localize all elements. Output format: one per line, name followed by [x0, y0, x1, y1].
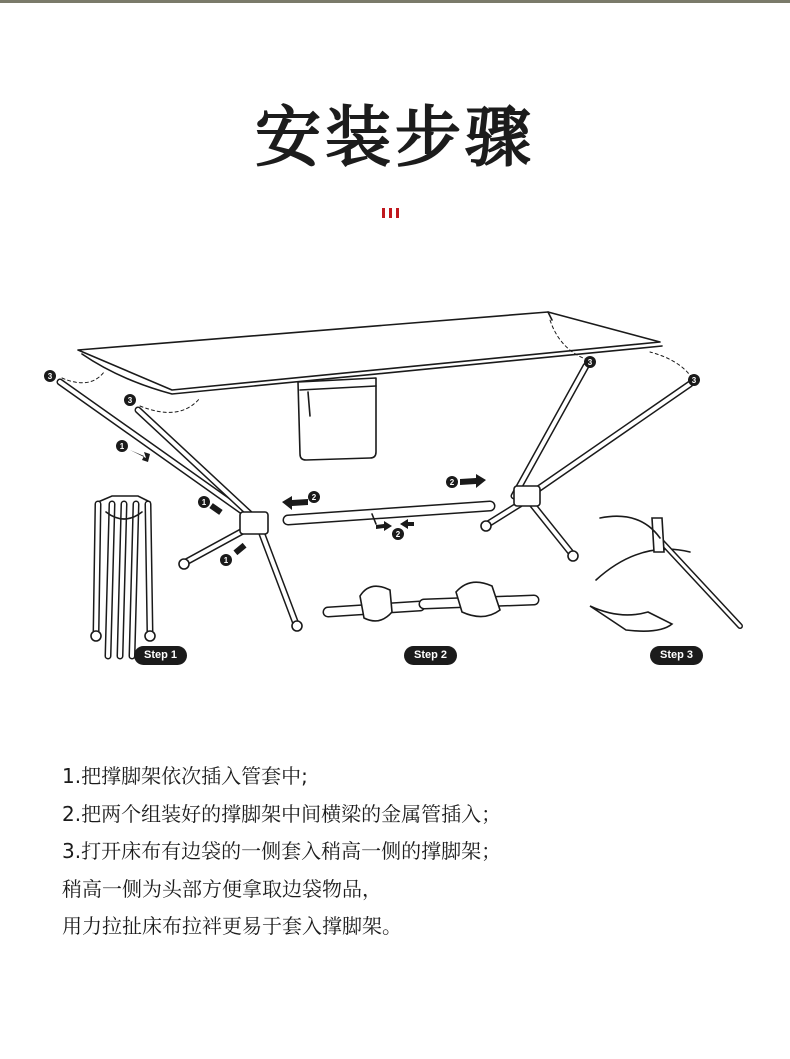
folded-frame-illustration [91, 496, 155, 656]
arrow-icon [460, 474, 486, 488]
callout-2: 2 [311, 493, 317, 502]
callout-1: 1 [119, 442, 125, 451]
step-3-badge: Step 3 [650, 646, 703, 665]
accent-mark [389, 208, 392, 218]
instruction-line-3: 3.打开床布有边袋的一侧套入稍高一侧的撑脚架； [62, 839, 502, 863]
callout-3: 3 [127, 396, 133, 405]
instruction-line-4: 稍高一侧为头部方便拿取边袋物品， [62, 876, 382, 901]
accent-mark [396, 208, 399, 218]
arrow-icon [209, 503, 222, 515]
page-title: 安装步骤 [255, 99, 535, 176]
callout-1: 1 [223, 556, 229, 565]
instruction-line-5: 用力拉扯床布拉袢更易于套入撑脚架。 [62, 914, 402, 938]
step-2-badge: Step 2 [404, 646, 457, 665]
arrow-icon [282, 496, 308, 510]
callout-2: 2 [395, 530, 401, 539]
step3-hands-illustration [590, 516, 740, 631]
top-border-strip [0, 0, 790, 3]
step2-hands-illustration [328, 582, 534, 621]
callout-2: 2 [449, 478, 455, 487]
accent-mark [382, 208, 385, 218]
arrow-icon [400, 519, 414, 529]
instruction-list [62, 758, 742, 946]
instruction-line-2: 2.把两个组装好的撑脚架中间横梁的金属管插入； [62, 801, 502, 826]
arrow-icon [233, 543, 246, 555]
callout-3: 3 [587, 358, 593, 367]
callout-3: 3 [47, 372, 53, 381]
step-1-badge: Step 1 [134, 646, 187, 665]
left-joint [240, 512, 268, 534]
side-pocket [298, 378, 376, 460]
right-joint [514, 486, 540, 506]
title-accent-marks [382, 208, 412, 220]
arrow-icon [376, 521, 392, 531]
instruction-line-1: 1.把撑脚架依次插入管套中; [62, 764, 308, 788]
arrow-icon [130, 450, 150, 462]
callout-1: 1 [201, 498, 207, 507]
callout-3: 3 [691, 376, 697, 385]
assembly-diagram [0, 290, 790, 680]
